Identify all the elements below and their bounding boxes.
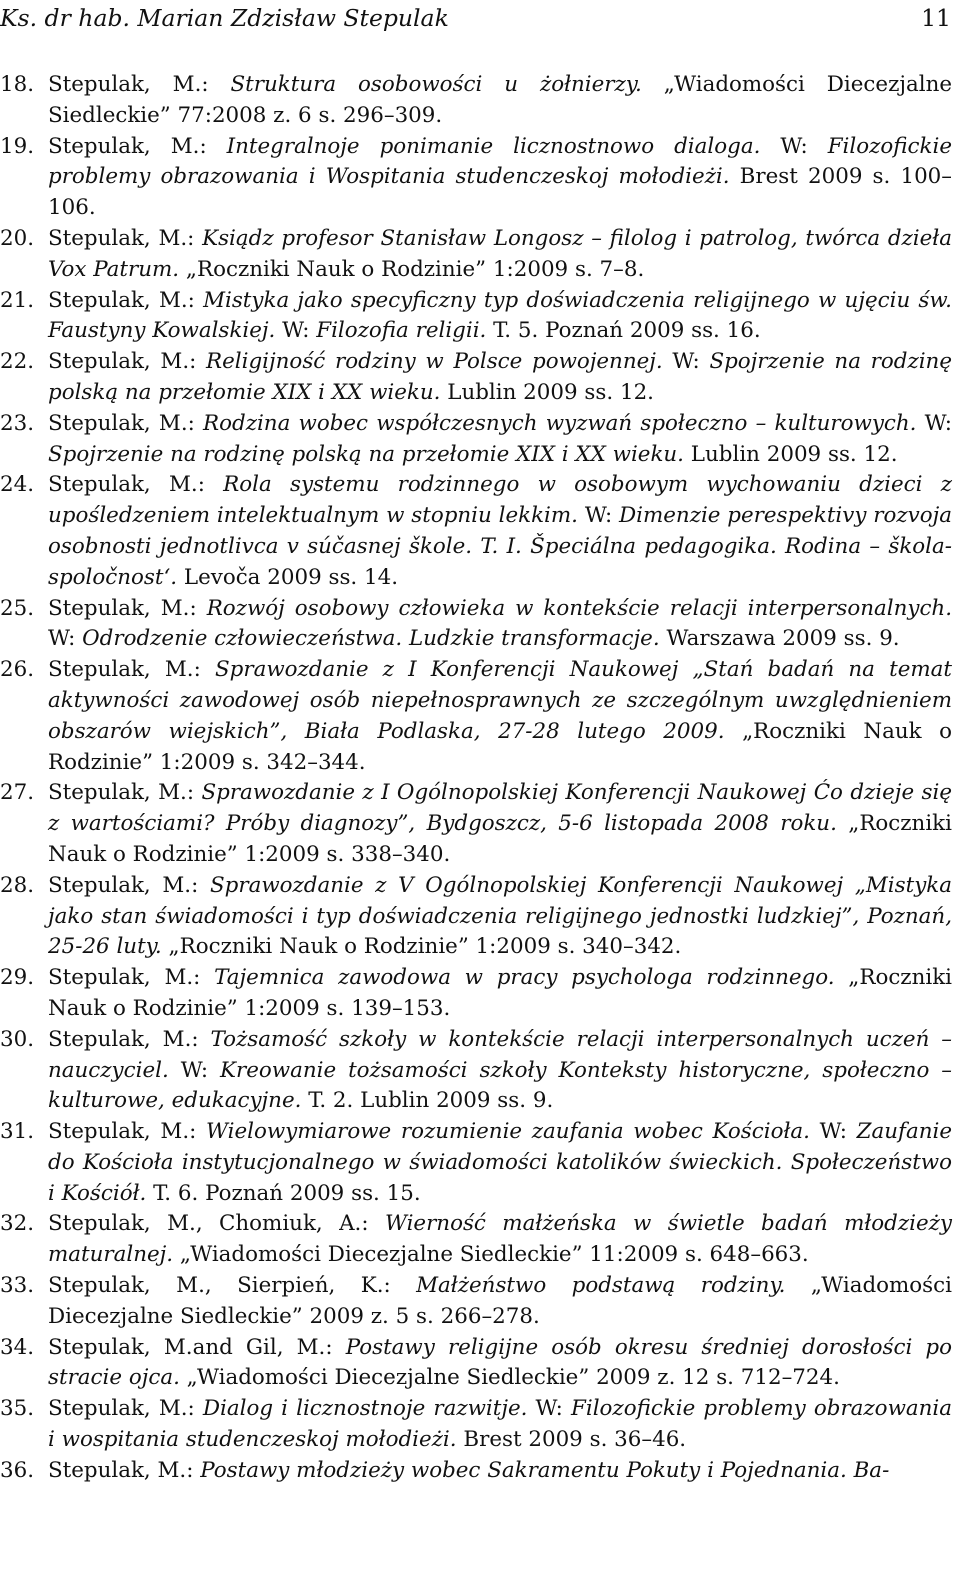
entry-source-detail: Brest 2009 s. 36–46.	[456, 1427, 687, 1453]
entry-source: „Roczniki Nauk o Rodzinie” 1:2009 s. 7–8.	[179, 256, 645, 282]
entry-authors: Stepulak, M.:	[48, 1396, 203, 1422]
entry-text	[48, 1333, 952, 1395]
entry-authors: Stepulak, M.:	[48, 780, 202, 806]
entry-source: W:	[760, 133, 828, 159]
entry-authors: Stepulak, M.:	[48, 472, 224, 498]
entry-collection-title: Spojrzenie na rodzinę polską na przełomie XIX i XX wieku.	[48, 441, 684, 467]
bibliography-entry	[0, 1333, 952, 1395]
bibliography-entry	[0, 655, 952, 778]
entry-collection-title: Dimenzie perespektivy rozvoja osobnosti jednotlivca v súčasnej škole. T. I. Špeciálna pedagogika. Rodina – škola-spoločnost‘.	[48, 503, 952, 590]
bibliography-entry	[0, 963, 952, 1025]
entry-source: W:	[809, 1119, 857, 1145]
bibliography-entry	[0, 1209, 952, 1271]
entry-title: Sprawozdanie z I Ogólnopolskiej Konferencji Naukowej Ćo dzieje się z wartościami? Próby diagnozy”, Bydgoszcz, 5-6 listopada 2008 roku.	[48, 780, 952, 837]
entry-source-detail: T. 6. Poznań 2009 ss. 15.	[146, 1180, 421, 1206]
entry-source: „Wiadomości Diecezjalne Siedleckie” 2009 z. 12 s. 712–724.	[179, 1365, 840, 1391]
entry-source: „Wiadomości Diecezjalne Siedleckie” 2009 z. 5 s. 266–278.	[48, 1273, 952, 1329]
entry-collection-title: Filozofickie problemy obrazowania i Wospitania studenczeskoj mołodieżi.	[48, 133, 952, 190]
entry-source-detail: T. 2. Lublin 2009 ss. 9.	[301, 1088, 554, 1114]
entry-number: 31.	[0, 1119, 35, 1145]
bibliography-entry	[0, 409, 952, 471]
entry-number: 27.	[0, 780, 35, 806]
bibliography-entry	[0, 470, 952, 593]
bibliography-entry	[0, 871, 952, 963]
entry-source: W:	[527, 1396, 572, 1422]
entry-text	[48, 347, 952, 409]
entry-title: Rozwój osobowy człowieka w kontekście relacji interpersonalnych.	[206, 595, 952, 621]
entry-text	[48, 963, 952, 1025]
bibliography-entry	[0, 1271, 952, 1333]
entry-source: W:	[168, 1057, 221, 1083]
entry-text	[48, 70, 952, 132]
entry-collection-title: Kreowanie tożsamości szkoły Konteksty historyczne, społeczno – kulturowe, edukacyjne.	[48, 1057, 952, 1114]
bibliography-entry	[0, 1394, 952, 1456]
entry-source: „Wiadomości Diecezjalne Siedleckie” 11:2009 s. 648–663.	[173, 1242, 809, 1268]
entry-authors: Stepulak, M.:	[48, 225, 203, 251]
bibliography-entry	[0, 224, 952, 286]
entry-collection-title: Filozofia religii.	[316, 318, 487, 344]
entry-title: Dialog i licznostnoje razwitje.	[202, 1396, 528, 1422]
entry-title: Sprawozdanie z I Konferencji Naukowej „Stań badań na temat aktywności zawodowej osób niepełnosprawnych ze szczególnym uwzględnieniem obszarów wiejskich”, Biała Podlaska, 27-28 lutego 2009.	[48, 657, 952, 744]
entry-number: 30.	[0, 1026, 35, 1052]
entry-title: Rola systemu rodzinnego w osobowym wychowaniu dzieci z upośledzeniem intelektualnym w stopniu lekkim.	[48, 472, 952, 529]
bibliography-entry	[0, 778, 952, 870]
bibliography-entry	[0, 286, 952, 348]
bibliography-entry	[0, 70, 952, 132]
entry-text	[48, 1209, 952, 1271]
header-title: Ks. dr hab. Marian Zdzisław Stepulak	[0, 4, 449, 32]
entry-number: 22.	[0, 349, 35, 375]
entry-source: „Roczniki Nauk o Rodzinie” 1:2009 s. 139–153.	[48, 965, 953, 1021]
entry-collection-title: Spojrzenie na rodzinę polską na przełomie XIX i XX wieku.	[48, 349, 952, 405]
entry-collection-title: Zaufanie do Kościoła instytucjonalnego w świadomości katolików świeckich. Społeczeństwo i Kościół.	[48, 1119, 952, 1206]
bibliography-entry	[0, 132, 952, 224]
entry-authors: Stepulak, M.:	[48, 1026, 211, 1052]
bibliography-entry	[0, 1456, 952, 1487]
entry-text	[48, 1271, 952, 1333]
bibliography-entry	[0, 1117, 952, 1209]
entry-title: Wielowymiarowe rozumienie zaufania wobec Kościoła.	[206, 1119, 810, 1145]
entry-authors: Stepulak, M.:	[48, 872, 210, 898]
entry-text	[48, 132, 952, 224]
page-number: 11	[921, 4, 951, 32]
entry-authors: Stepulak, M.:	[48, 72, 231, 97]
entry-title: Małżeństwo podstawą rodziny.	[416, 1273, 786, 1299]
entry-number: 25.	[0, 595, 35, 621]
entry-number: 29.	[0, 965, 35, 991]
entry-text	[48, 470, 952, 593]
entry-title: Ksiądz profesor Stanisław Longosz – filolog i patrolog, twórca dzieła Vox Patrum.	[48, 225, 953, 282]
entry-authors: Stepulak, M.:	[48, 410, 204, 436]
entry-authors: Stepulak, M.and Gil, M.:	[48, 1334, 346, 1360]
entry-title: Sprawozdanie z V Ogólnopolskiej Konferencji Naukowej „Mistyka jako stan świadomości i typ doświadczenia religijnego jednostki ludzkiej”, Poznań, 25-26 luty.	[48, 872, 952, 960]
entry-source: „Roczniki Nauk o Rodzinie” 1:2009 s. 342–344.	[48, 718, 952, 775]
entry-authors: Stepulak, M., Sierpień, K.:	[48, 1273, 417, 1299]
entry-source-detail: Warszawa 2009 ss. 9.	[659, 626, 900, 652]
entry-text	[48, 1025, 952, 1117]
entry-source: W:	[48, 626, 83, 652]
entry-number: 28.	[0, 872, 35, 898]
entry-authors: Stepulak, M.:	[48, 349, 207, 375]
entry-title: Postawy religijne osób okresu średniej dorosłości po stracie ojca.	[48, 1334, 952, 1391]
entry-source: „Roczniki Nauk o Rodzinie” 1:2009 s. 338–340.	[48, 811, 952, 867]
running-header	[0, 2, 960, 34]
entry-text	[48, 1117, 952, 1209]
entry-authors: Stepulak, M.:	[48, 657, 215, 683]
entry-authors: Stepulak, M.:	[48, 1457, 201, 1483]
entry-title: Religijność rodziny w Polsce powojennej.	[206, 349, 663, 375]
entry-number: 21.	[0, 287, 35, 313]
entry-source-detail: Lublin 2009 ss. 12.	[684, 441, 898, 467]
bibliography-entry	[0, 1025, 952, 1117]
entry-authors: Stepulak, M.:	[48, 965, 215, 991]
entry-source: W:	[275, 318, 317, 344]
entry-source: W:	[662, 349, 710, 375]
entry-number: 24.	[0, 472, 35, 498]
entry-source-detail: Lublin 2009 ss. 12.	[440, 379, 654, 405]
entry-source: „Wiadomości Diecezjalne Siedleckie” 77:2008 z. 6 s. 296–309.	[48, 72, 953, 128]
entry-text	[48, 594, 952, 656]
entry-text	[48, 871, 952, 963]
entry-number: 23.	[0, 410, 35, 436]
entry-title: Postawy młodzieży wobec Sakramentu Pokuty i Pojednania. Ba-	[200, 1457, 890, 1483]
entry-title: Tożsamość szkoły w kontekście relacji interpersonalnych uczeń – nauczyciel.	[48, 1026, 952, 1083]
entry-number: 36.	[0, 1457, 35, 1483]
entry-source: „Roczniki Nauk o Rodzinie” 1:2009 s. 340–342.	[161, 934, 682, 960]
entry-text	[48, 1394, 952, 1456]
entry-source-detail: Levoča 2009 ss. 14.	[177, 564, 399, 590]
entry-source: W:	[916, 410, 952, 436]
entry-title: Wierność małżeńska w świetle badań młodzieży maturalnej.	[48, 1211, 953, 1268]
entry-number: 20.	[0, 225, 35, 251]
entry-authors: Stepulak, M.:	[48, 133, 227, 159]
entry-title: Struktura osobowości u żołnierzy.	[230, 72, 642, 97]
entry-authors: Stepulak, M.:	[48, 1119, 207, 1145]
entry-text	[48, 1456, 952, 1487]
entry-authors: Stepulak, M., Chomiuk, A.:	[48, 1211, 385, 1237]
entry-title: Tajemnica zawodowa w pracy psychologa rodzinnego.	[214, 965, 835, 991]
entry-authors: Stepulak, M.:	[48, 287, 204, 313]
entry-number: 26.	[0, 657, 35, 683]
entry-number: 35.	[0, 1396, 35, 1422]
entry-number: 33.	[0, 1273, 35, 1299]
entry-text	[48, 224, 952, 286]
entry-title: Rodzina wobec współczesnych wyzwań społeczno – kulturowych.	[203, 410, 917, 436]
entry-number: 34.	[0, 1334, 35, 1360]
entry-authors: Stepulak, M.:	[48, 595, 207, 621]
entry-source: W:	[577, 503, 619, 529]
entry-collection-title: Filozofickie problemy obrazowania i wospitania studenczeskoj mołodieżi.	[48, 1396, 952, 1453]
entry-text	[48, 286, 952, 348]
bibliography-entry	[0, 594, 952, 656]
entry-number: 19.	[0, 133, 35, 159]
entry-source-detail: Brest 2009 s. 100–106.	[48, 164, 952, 221]
entry-number: 32.	[0, 1211, 35, 1237]
entry-title: Mistyka jako specyficzny typ doświadczenia religijnego w ujęciu św. Faustyny Kowalskiej.	[48, 287, 952, 344]
entry-text	[48, 778, 952, 870]
bibliography-list	[0, 70, 952, 1487]
entry-text	[48, 409, 952, 471]
entry-title: Integralnoje ponimanie licznostnowo dialoga.	[226, 133, 761, 159]
entry-collection-title: Odrodzenie człowieczeństwa. Ludzkie transformacje.	[82, 626, 660, 652]
bibliography-entry	[0, 347, 952, 409]
entry-source-detail: T. 5. Poznań 2009 ss. 16.	[486, 318, 761, 344]
entry-text	[48, 655, 952, 778]
entry-number: 18.	[0, 72, 35, 97]
